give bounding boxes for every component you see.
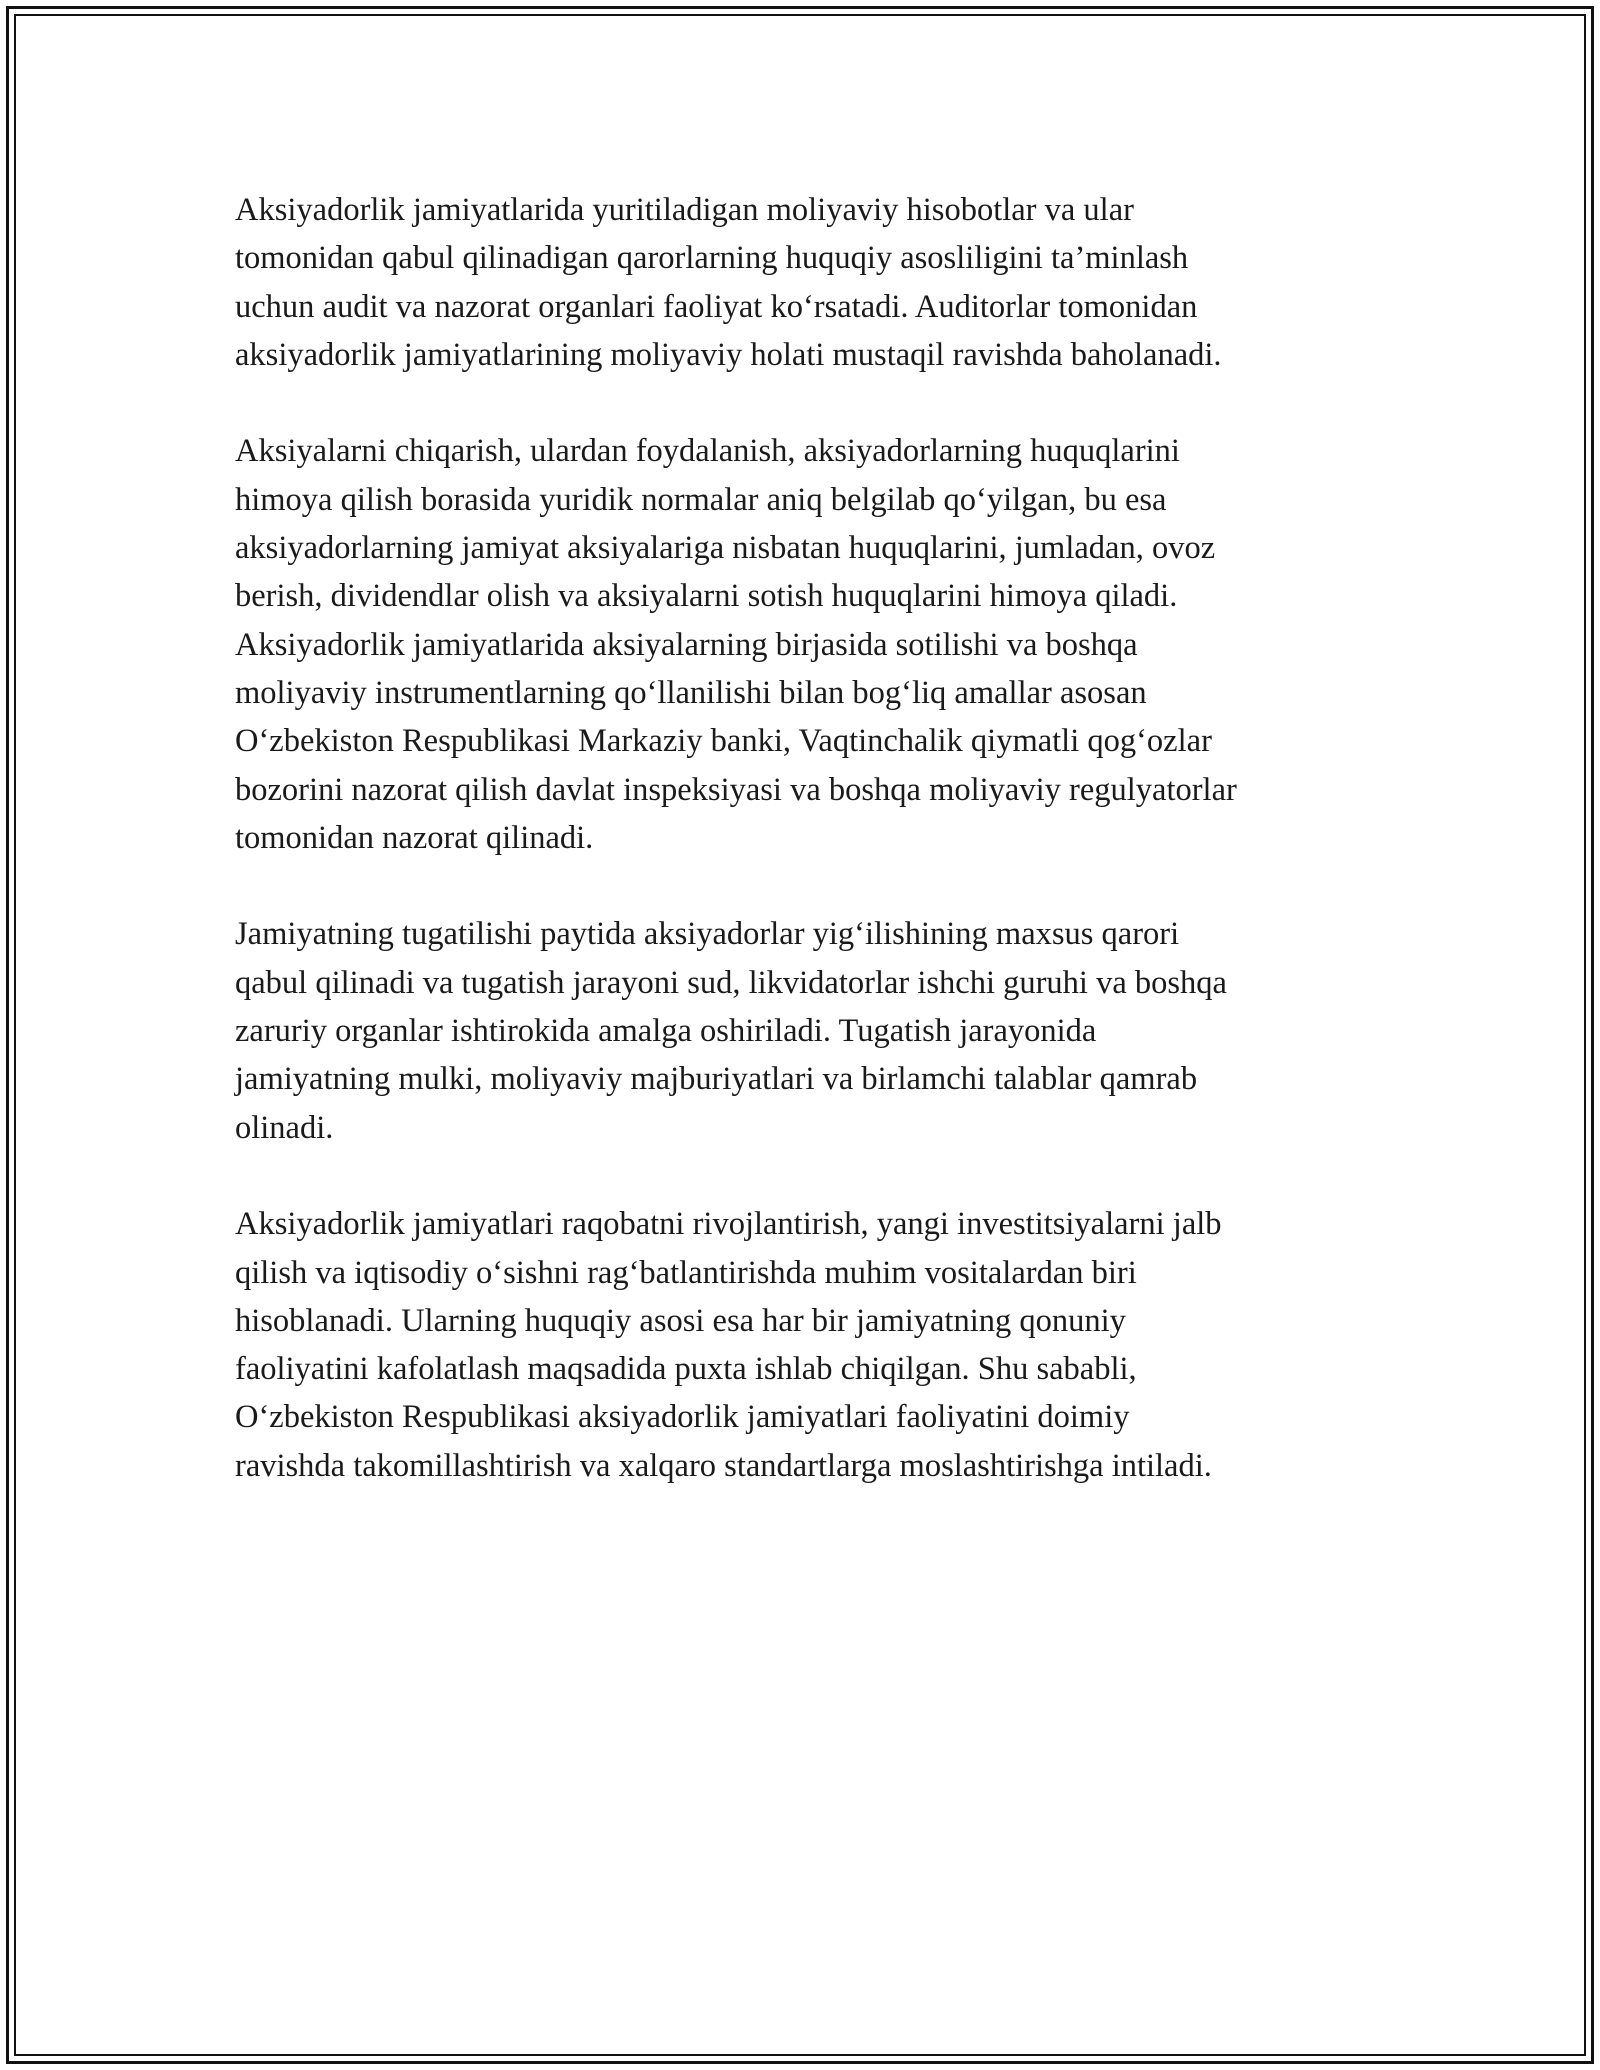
text-line: Aksiyalarni chiqarish, ulardan foydalanish, aksiyadorlarning huquqlarini [235,433,1180,470]
text-line: tomonidan qabul qilinadigan qarorlarning huquqiy asosliligini ta’minlash [235,240,1189,277]
paragraph-2 [235,427,1370,862]
paragraph-1 [235,186,1370,379]
text-line: O‘zbekiston Respublikasi Markaziy banki, Vaqtinchalik qiymatli qog‘ozlar [235,723,1212,760]
text-line: uchun audit va nazorat organlari faoliyat ko‘rsatadi. Auditorlar tomonidan [235,288,1198,325]
paragraph-3 [235,910,1370,1151]
text-line: moliyaviy instrumentlarning qo‘llanilishi bilan bog‘liq amallar asosan [235,674,1147,711]
text-line: bozorini nazorat qilish davlat inspeksiyasi va boshqa moliyaviy regulyatorlar [235,771,1237,808]
text-line: Jamiyatning tugatilishi paytida aksiyadorlar yig‘ilishining maxsus qarori [235,916,1180,953]
text-line: qilish va iqtisodiy o‘sishni rag‘batlantirishda muhim vositalardan biri [235,1254,1137,1291]
text-line: tomonidan nazorat qilinadi. [235,819,594,856]
text-line: Aksiyadorlik jamiyatlari raqobatni rivojlantirish, yangi investitsiyalarni jalb [235,1206,1222,1243]
text-line: aksiyadorlarning jamiyat aksiyalariga nisbatan huquqlarini, jumladan, ovoz [235,530,1216,567]
text-line: jamiyatning mulki, moliyaviy majburiyatlari va birlamchi talablar qamrab [235,1061,1198,1098]
text-line: Aksiyadorlik jamiyatlarida yuritiladigan moliyaviy hisobotlar va ular [235,192,1134,228]
text-line: hisoblanadi. Ularning huquqiy asosi esa har bir jamiyatning qonuniy [235,1302,1126,1339]
text-line: Aksiyadorlik jamiyatlarida aksiyalarning birjasida sotilishi va boshqa [235,626,1138,663]
text-line: O‘zbekiston Respublikasi aksiyadorlik jamiyatlari faoliyatini doimiy [235,1399,1130,1436]
text-line: olinadi. [235,1109,334,1146]
text-line: ravishda takomillashtirish va xalqaro standartlarga moslashtirishga intiladi. [235,1447,1212,1484]
text-line: zaruriy organlar ishtirokida amalga oshiriladi. Tugatish jarayonida [235,1013,1097,1050]
text-line: faoliyatini kafolatlash maqsadida puxta ishlab chiqilgan. Shu sababli, [235,1351,1137,1388]
paragraph-4 [235,1200,1370,1490]
text-line: himoya qilish borasida yuridik normalar aniq belgilab qo‘yilgan, bu esa [235,481,1167,518]
text-line: qabul qilinadi va tugatish jarayoni sud, likvidatorlar ishchi guruhi va boshqa [235,964,1227,1001]
document-body [235,186,1370,1538]
text-line: aksiyadorlik jamiyatlarining moliyaviy holati mustaqil ravishda baholanadi. [235,336,1222,373]
text-line: berish, dividendlar olish va aksiyalarni sotish huquqlarini himoya qiladi. [235,578,1178,615]
